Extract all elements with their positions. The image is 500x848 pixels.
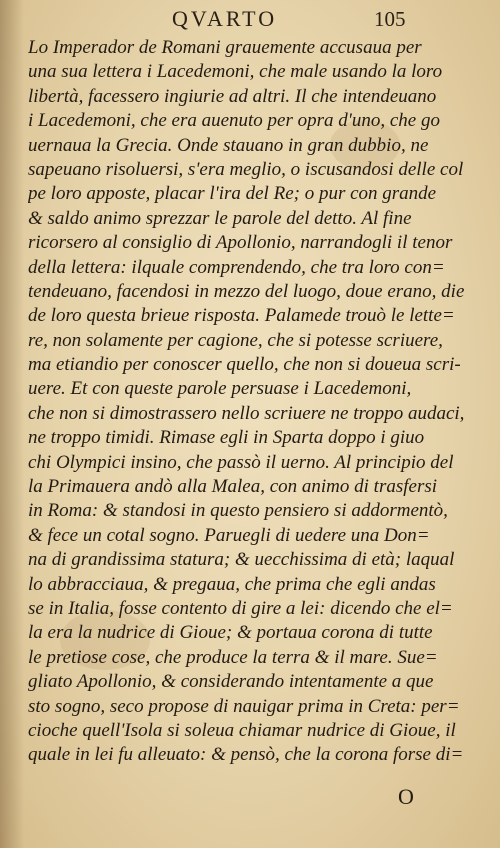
text-line: in Roma: & standosi in questo pensiero si addormentò, [28, 500, 448, 522]
text-line: cioche quell'Isola si soleua chiamar nudrice di Gioue, il [28, 719, 456, 741]
text-line: re, non solamente per cagione, che si potesse scriuere, [28, 329, 443, 351]
text-line: libertà, facessero ingiurie ad altri. Il che intendeuano [28, 85, 437, 107]
text-line: sapeuano risoluersi, s'era meglio, o iscusandosi delle col [28, 158, 464, 180]
text-line: de loro questa brieue risposta. Palamede trouò le lette= [28, 305, 455, 327]
text-line: uere. Et con queste parole persuase i Lacedemoni, [28, 378, 412, 400]
text-line: & fece un cotal sogno. Paruegli di uedere una Don= [28, 524, 430, 546]
page-header [0, 6, 500, 36]
text-line: che non si dimostrassero nello scriuere ne troppo audaci, [28, 402, 465, 424]
gutter-shadow [0, 0, 24, 848]
text-line: chi Olympici insino, che passò il uerno. Al principio del [28, 451, 454, 473]
text-line: una sua lettera i Lacedemoni, che male usando la loro [28, 61, 443, 83]
text-line: ricorsero al consiglio di Apollonio, narrandogli il tenor [28, 232, 453, 254]
text-line: gliato Apollonio, & considerando intentamente a que [28, 671, 434, 693]
text-line: lo abbracciaua, & pregaua, che prima che egli andas [28, 573, 436, 595]
text-line: sto sogno, seco propose di nauigar prima in Creta: per= [28, 695, 460, 717]
text-line: se in Italia, fosse contento di gire a lei: dicendo che el= [28, 597, 453, 619]
text-line: ne troppo timidi. Rimase egli in Sparta doppo i giuo [28, 427, 425, 449]
text-line: & saldo animo sprezzar le parole del detto. Al fine [28, 207, 412, 229]
text-line: uernaua la Grecia. Onde stauano in gran dubbio, ne [28, 134, 429, 156]
running-head: QVARTO [172, 6, 278, 31]
text-line: na di grandissima statura; & uecchissima di età; laqual [28, 549, 455, 571]
text-line: i Lacedemoni, che era auenuto per opra d'uno, che go [28, 110, 440, 132]
catchword: O [398, 784, 414, 809]
text-block [28, 36, 468, 768]
text-line: la Primauera andò alla Malea, con animo di trasfersi [28, 476, 438, 498]
text-line: ma etiandio per conoscer quello, che non si doueua scri- [28, 354, 461, 376]
text-line: quale in lei fu alleuato: & pensò, che la corona forse di= [28, 744, 464, 766]
text-line: la era la nudrice di Gioue; & portaua corona di tutte [28, 622, 433, 644]
text-line: tendeuano, facendosi in mezzo del luogo, doue erano, die [28, 280, 465, 302]
text-line: le pretiose cose, che produce la terra & il mare. Sue= [28, 646, 438, 668]
text-line: Lo Imperador de Romani grauemente accusaua per [28, 37, 422, 58]
text-line: della lettera: ilquale comprendendo, che tra loro con= [28, 256, 445, 278]
page-number: 105 [374, 7, 406, 31]
text-line: pe loro apposte, placar l'ira del Re; o pur con grande [28, 183, 437, 205]
